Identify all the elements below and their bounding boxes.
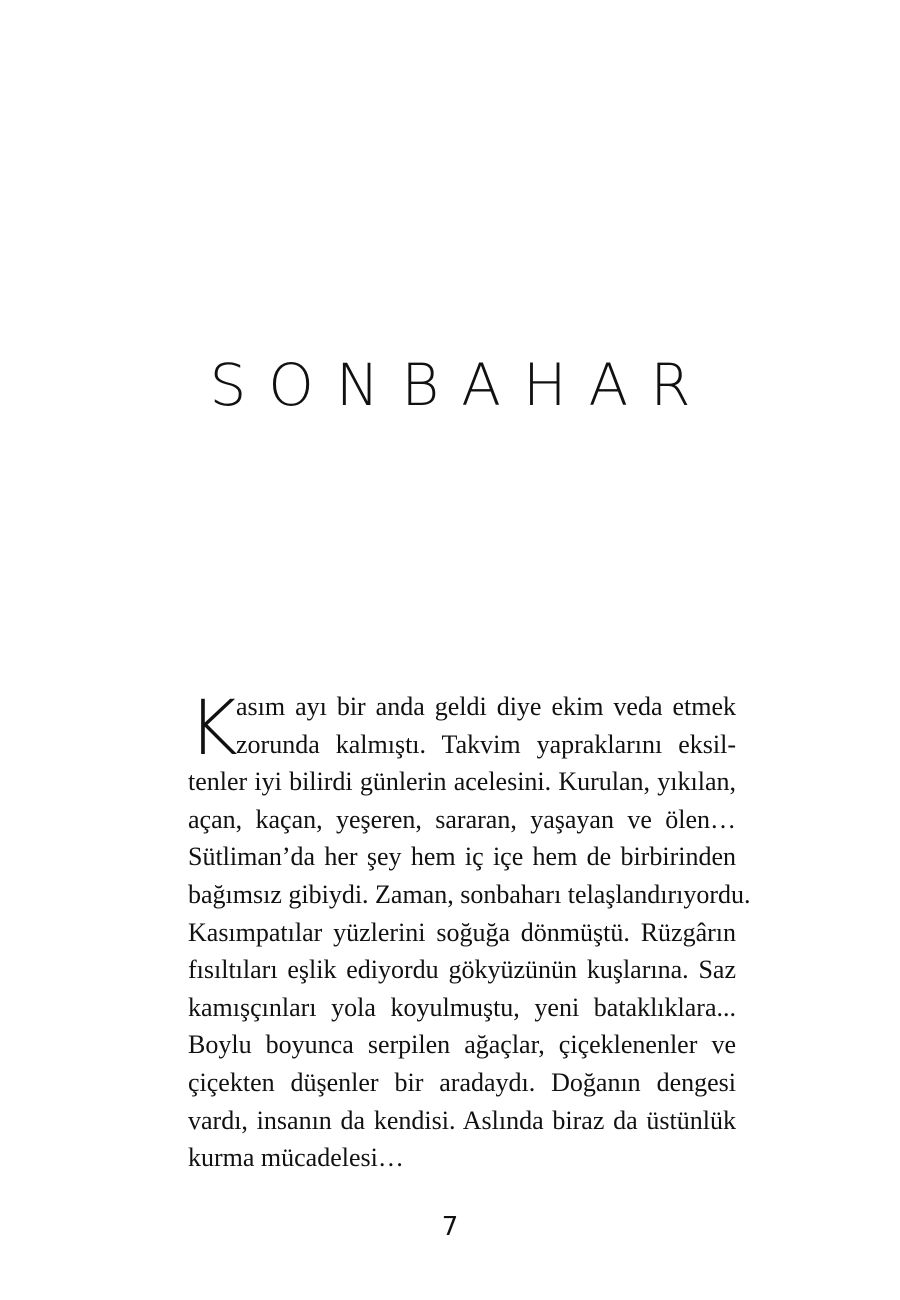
paragraph-line: çiçekten düşenler bir aradaydı. Doğanın dengesi bbox=[188, 1067, 736, 1097]
paragraph-line: Boylu boyunca serpilen ağaçlar, çiçeklenenler ve bbox=[188, 1030, 736, 1060]
drop-cap: K bbox=[188, 683, 238, 772]
paragraph-line: zorunda kalmıştı. Takvim yapraklarını eksil- bbox=[236, 729, 736, 759]
paragraph-line: açan, kaçan, yeşeren, sararan, yaşayan ve ölen… bbox=[188, 804, 736, 834]
paragraph-line: asım ayı bir anda geldi diye ekim veda etmek bbox=[236, 692, 736, 721]
chapter-paragraph bbox=[188, 683, 751, 1177]
paragraph-line: vardı, insanın da kendisi. Aslında biraz da üstünlük bbox=[188, 1105, 736, 1135]
paragraph-line: fısıltıları eşlik ediyordu gökyüzünün kuşlarına. Saz bbox=[188, 955, 736, 985]
paragraph-line: Kasımpatılar yüzlerini soğuğa dönmüştü. Rüzgârın bbox=[188, 917, 736, 947]
paragraph-line: Sütliman’da her şey hem iç içe hem de birbirinden bbox=[188, 842, 736, 872]
paragraph-line: kamışçınları yola koyulmuştu, yeni bataklıklara... bbox=[188, 992, 736, 1022]
chapter-title: SONBAHAR bbox=[209, 351, 713, 419]
paragraph-line: kurma mücadelesi… bbox=[188, 1143, 404, 1173]
page-number: 7 bbox=[441, 1212, 459, 1242]
paragraph-line: bağımsız gibiydi. Zaman, sonbaharı telaşlandırıyordu. bbox=[188, 879, 751, 909]
paragraph-line: tenler iyi bilirdi günlerin acelesini. Kurulan, yıkılan, bbox=[188, 767, 736, 797]
